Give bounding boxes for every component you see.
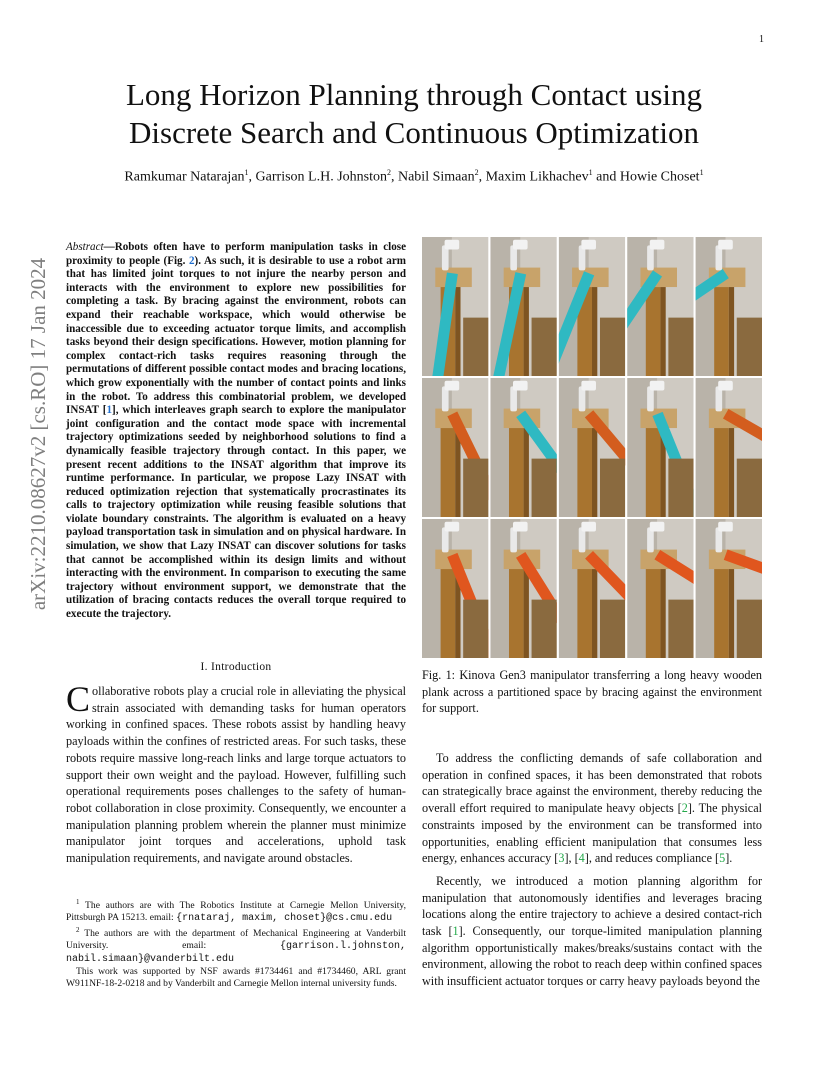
robot-plank-photo-grid: [422, 237, 762, 658]
wooden-post: [577, 569, 592, 658]
citation-link[interactable]: 5: [719, 851, 726, 866]
footnotes: [66, 897, 406, 991]
wooden-post: [646, 287, 661, 376]
citation-link[interactable]: 2: [681, 801, 688, 816]
citation-link[interactable]: 1: [106, 404, 112, 417]
footnote-email: {rnataraj, maxim, choset}@cs.cmu.edu: [176, 912, 393, 924]
floor-block: [737, 459, 762, 517]
author-name: Ramkumar Natarajan: [124, 169, 245, 185]
author-separator: ,: [248, 169, 256, 185]
abstract-text: ). As such, it is desirable to use a robot arm that has limited joint torques to not injure the nearby person and interacts with the environment to explore new possibilities for completing a task. By bracing against the environment, robots can expand their reachable workspace, which would otherwise be inaccessible due to exceeding actuator torque limits, and accomplish tasks beyond their design specifications. However, motion planning for complex contact-rich tasks requires reasoning through the permutations of different possible contact modes and bracing locations, which grow exponentially with the number of contact points and links in the robot. To address this combinatorial problem, we developed INSAT [: [66, 254, 406, 417]
wooden-post: [509, 428, 524, 517]
robot-link: [581, 240, 596, 250]
robot-link: [445, 240, 460, 250]
post-side: [729, 287, 734, 376]
title-line-1: Long Horizon Planning through Contact using: [125, 77, 703, 112]
floor-block: [600, 318, 625, 376]
floor-block: [463, 600, 488, 658]
affiliation-mark: 1: [588, 168, 593, 177]
page-number: 1: [759, 34, 764, 45]
floor-block: [668, 459, 693, 517]
floor-block: [737, 600, 762, 658]
wooden-post: [646, 569, 661, 658]
body-text: ].: [725, 851, 733, 866]
floor-block: [737, 318, 762, 376]
body-text: Recently, we introduced a motion planning algorithm for manipulation that autonomously identifies and leverages bracing locations along the entire trajectory to achieve a desired contact-rich task [: [422, 873, 762, 939]
floor-block: [463, 318, 488, 376]
figure-ref-link[interactable]: 2: [188, 254, 195, 267]
paragraph: [422, 873, 762, 990]
intro-paragraph: [66, 679, 406, 867]
affiliation-mark: 1: [699, 168, 704, 177]
body-text: To address the conflicting demands of safe collaboration and operation in confined spaces, it has been demonstrated that robots can strategically brace against the environment, thereby reducing the overall effort required to manipulate heavy objects [: [422, 751, 762, 816]
footnote-2: [66, 925, 406, 965]
wooden-post: [509, 569, 524, 658]
robot-link: [581, 381, 596, 391]
title-line-2: Discrete Search and Continuous Optimization: [129, 115, 699, 150]
author-separator: ,: [478, 169, 486, 185]
post-side: [592, 428, 597, 517]
robot-link: [513, 240, 528, 250]
post-side: [660, 287, 665, 376]
post-side: [729, 428, 734, 517]
photo-panel: [696, 378, 762, 517]
floor-block: [532, 600, 557, 658]
floor-block: [532, 318, 557, 376]
wooden-post: [714, 569, 729, 658]
right-column-text: [422, 750, 762, 996]
post-side: [524, 569, 529, 658]
panel-content: [696, 378, 762, 517]
author-name: Garrison L.H. Johnston: [255, 169, 387, 185]
wooden-post: [441, 569, 456, 658]
wooden-post: [441, 428, 456, 517]
abstract-text: ], which interleaves graph search to explore the manipulator joint configuration and the contact mode space with incremental trajectory optimizations seeded by neighborhood solutions to find a dynamically feasible trajectory through contact. In this paper, we present recent additions to the INSAT algorithm that improve its runtime performance. In particular, we propose Lazy INSAT with reduced optimization rejection that systematically procrastinates its calls to trajectory optimization while reusing feasible solutions that violate boundary constraints. The algorithm is evaluated on a heavy payload transportation task in simulation and on physical hardware. In simulation, we show that Lazy INSAT can discover solutions for tasks that cannot be accomplished within its design limits and without interacting with the environment. In comparison to executing the same trajectory without environment support, we demonstrate that the utilization of bracing contacts reduces the overall torque required to execute the trajectory.: [66, 404, 406, 621]
footnote-3: This work was supported by NSF awards #1734461 and #1734460, ARL grant W911NF-18-2-0218 and by Vanderbilt and Carnegie Mellon internal university funds.: [66, 966, 406, 989]
panel-content: [696, 519, 762, 658]
affiliation-mark: 1: [244, 168, 249, 177]
drop-cap: C: [66, 679, 91, 719]
paper-title: [60, 76, 768, 152]
wooden-post: [714, 428, 729, 517]
floor-block: [600, 459, 625, 517]
wooden-post: [577, 428, 592, 517]
floor-block: [532, 459, 557, 517]
figure-caption: Fig. 1: Kinova Gen3 manipulator transferring a long heavy wooden plank across a partitioned space by bracing against the environment for support.: [422, 668, 762, 716]
floor-block: [668, 600, 693, 658]
floor-block: [463, 459, 488, 517]
post-side: [660, 569, 665, 658]
body-text: ]. The physical constraints imposed by the environment can be transformed into opportunities, enabling efficient manipulation that consumes less energy, enhances accuracy [: [422, 801, 763, 866]
citation-link[interactable]: 4: [578, 851, 585, 866]
floor-block: [600, 600, 625, 658]
footnote-text: The authors are with The Robotics Institute at Carnegie Mellon University, Pittsburgh PA 15213. email:: [66, 900, 406, 923]
robot-link: [581, 522, 596, 532]
body-text: ], and reduces compliance [: [584, 851, 720, 866]
robot-link: [650, 522, 665, 532]
robot-link: [718, 381, 733, 391]
arxiv-stamp: arXiv:2210.08627v2 [cs.RO] 17 Jan 2024: [26, 257, 50, 611]
author-separator: ,: [390, 169, 398, 185]
abstract-text: —Robots often have to perform manipulation tasks in close proximity to people (Fig.: [66, 241, 406, 267]
post-side: [592, 569, 597, 658]
affiliation-mark: 2: [474, 168, 479, 177]
citation-link[interactable]: 1: [452, 924, 459, 939]
robot-link: [513, 381, 528, 391]
section-title: I. Introduction: [200, 661, 272, 673]
floor-block: [668, 318, 693, 376]
author-name: Howie Choset: [619, 169, 700, 185]
robot-link: [445, 522, 460, 532]
footnote-mark: 2: [76, 926, 80, 935]
post-side: [455, 287, 460, 376]
wooden-post: [714, 287, 729, 376]
robot-link: [445, 381, 460, 391]
post-side: [524, 287, 529, 376]
author-name: Nabil Simaan: [397, 169, 475, 185]
wooden-post: [646, 428, 661, 517]
robot-link: [513, 522, 528, 532]
post-side: [592, 287, 597, 376]
body-text: ], [: [564, 851, 579, 866]
author-name: Maxim Likhachev: [485, 169, 589, 185]
author-separator: and: [592, 169, 620, 185]
robot-link: [650, 240, 665, 250]
body-text: ]. Consequently, our torque-limited manipulation planning algorithm opportunistically makes/breaks/sustains contact with the environment, allowing the robot to reach deep within confined spaces with insufficient actuator torques or carry heavy payloads beyond the: [422, 924, 762, 989]
robot-link: [718, 522, 733, 532]
footnote-text: The authors are with the department of Mechanical Engineering at Vanderbilt University. email:: [66, 928, 406, 952]
robot-link: [650, 381, 665, 391]
footnote-1: [66, 897, 406, 924]
post-side: [524, 428, 529, 517]
affiliation-mark: 2: [386, 168, 391, 177]
citation-link[interactable]: 3: [558, 851, 565, 866]
abstract-lead: Abstract: [66, 241, 104, 253]
abstract: [66, 241, 406, 622]
footnote-email: {garrison.l.johnston, nabil.simaan}@vanderbilt.edu: [66, 941, 406, 965]
photo-panel: [696, 519, 762, 658]
post-side: [729, 569, 734, 658]
intro-text: ollaborative robots play a crucial role in alleviating the physical strain associated with demanding tasks for human operators working in confined spaces. These robots assist by handling heavy payloads within the confines of restricted areas. For such tasks, these robots require massive long-reach links and large torque actuators to support their own weight and the payload. However, fulfilling such operational requirements poses challenges to the safety of human-robot collaboration in close proximity. Consequently, we encounter a manipulation planning problem wherein the planner must minimize manipulator joint torques and accelerations, uphold task manipulation requirements, and navigate around obstacles.: [66, 684, 406, 866]
paragraph: [422, 750, 762, 867]
robot-link: [718, 240, 733, 250]
author-list: [40, 168, 788, 186]
footnote-mark: 1: [76, 898, 80, 906]
